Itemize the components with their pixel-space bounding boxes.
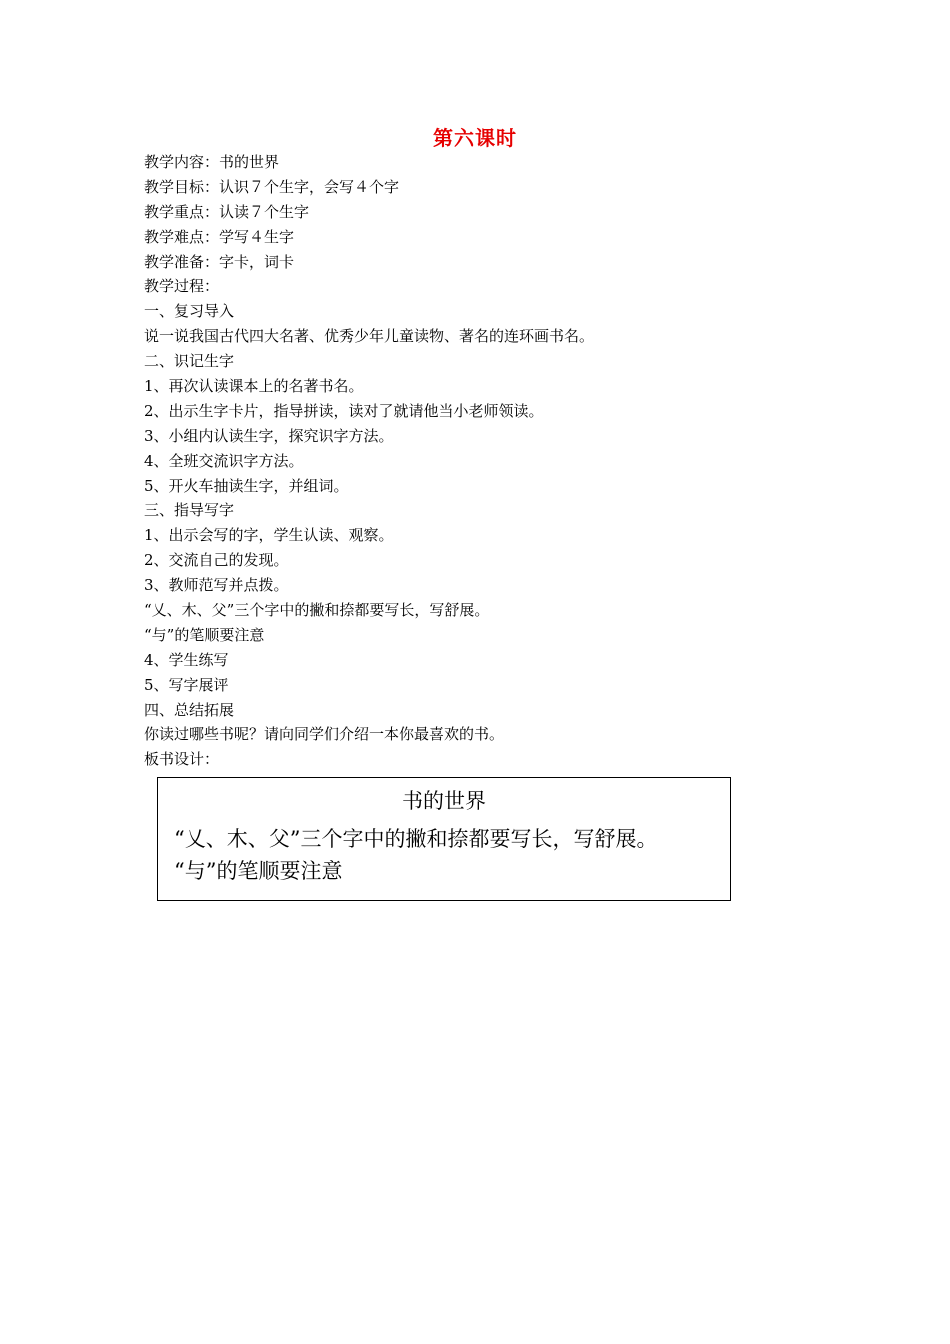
teaching-difficulty-line: 教学难点：学写４生字	[144, 227, 295, 246]
teaching-content-line: 教学内容：书的世界	[144, 153, 280, 171]
blackboard-design-box	[157, 777, 731, 901]
section-heading-writing: 三、指导写字	[144, 501, 235, 520]
teaching-preparation-line: 教学准备：字卡，词卡	[144, 252, 295, 271]
board-title: 书的世界	[402, 789, 486, 813]
paragraph-line: 说一说我国古代四大名著、优秀少年儿童读物、著名的连环画书名。	[144, 327, 595, 346]
teaching-process-heading: 教学过程：	[144, 277, 220, 296]
page-title: 第六课时	[433, 126, 517, 150]
paragraph-line: 你读过哪些书呢？请向同学们介绍一本你最喜欢的书。	[144, 725, 505, 744]
list-item: 1、再次认读课本上的名著书名。	[144, 377, 364, 396]
section-heading-characters: 二、识记生字	[144, 352, 235, 371]
lesson-content	[144, 150, 784, 772]
board-line: “乂、木、父”三个字中的撇和捺都要写长，写舒展。	[174, 827, 658, 851]
section-heading-summary: 四、总结拓展	[144, 700, 235, 719]
list-item: 5、写字展评	[144, 675, 229, 694]
board-design-heading: 板书设计：	[144, 750, 220, 769]
paragraph-line: “与”的笔顺要注意	[144, 625, 265, 644]
list-item: 3、教师范写并点拨。	[144, 576, 289, 595]
list-item: 4、全班交流识字方法。	[144, 451, 304, 470]
paragraph-line: “乂、木、父”三个字中的撇和捺都要写长，写舒展。	[144, 601, 490, 620]
list-item: 1、出示会写的字，学生认读、观察。	[144, 526, 394, 545]
teaching-goal-line: 教学目标：认识７个生字，会写４个字	[144, 177, 400, 196]
list-item: 4、学生练写	[144, 650, 229, 669]
list-item: 5、开火车抽读生字，并组词。	[144, 476, 349, 495]
list-item: 2、出示生字卡片，指导拼读，读对了就请他当小老师领读。	[144, 401, 544, 420]
list-item: 2、交流自己的发现。	[144, 551, 289, 570]
section-heading-review: 一、复习导入	[144, 302, 235, 321]
teaching-focus-line: 教学重点：认读７个生字	[144, 202, 310, 221]
list-item: 3、小组内认读生字，探究识字方法。	[144, 426, 394, 445]
board-line: “与”的笔顺要注意	[174, 859, 343, 883]
